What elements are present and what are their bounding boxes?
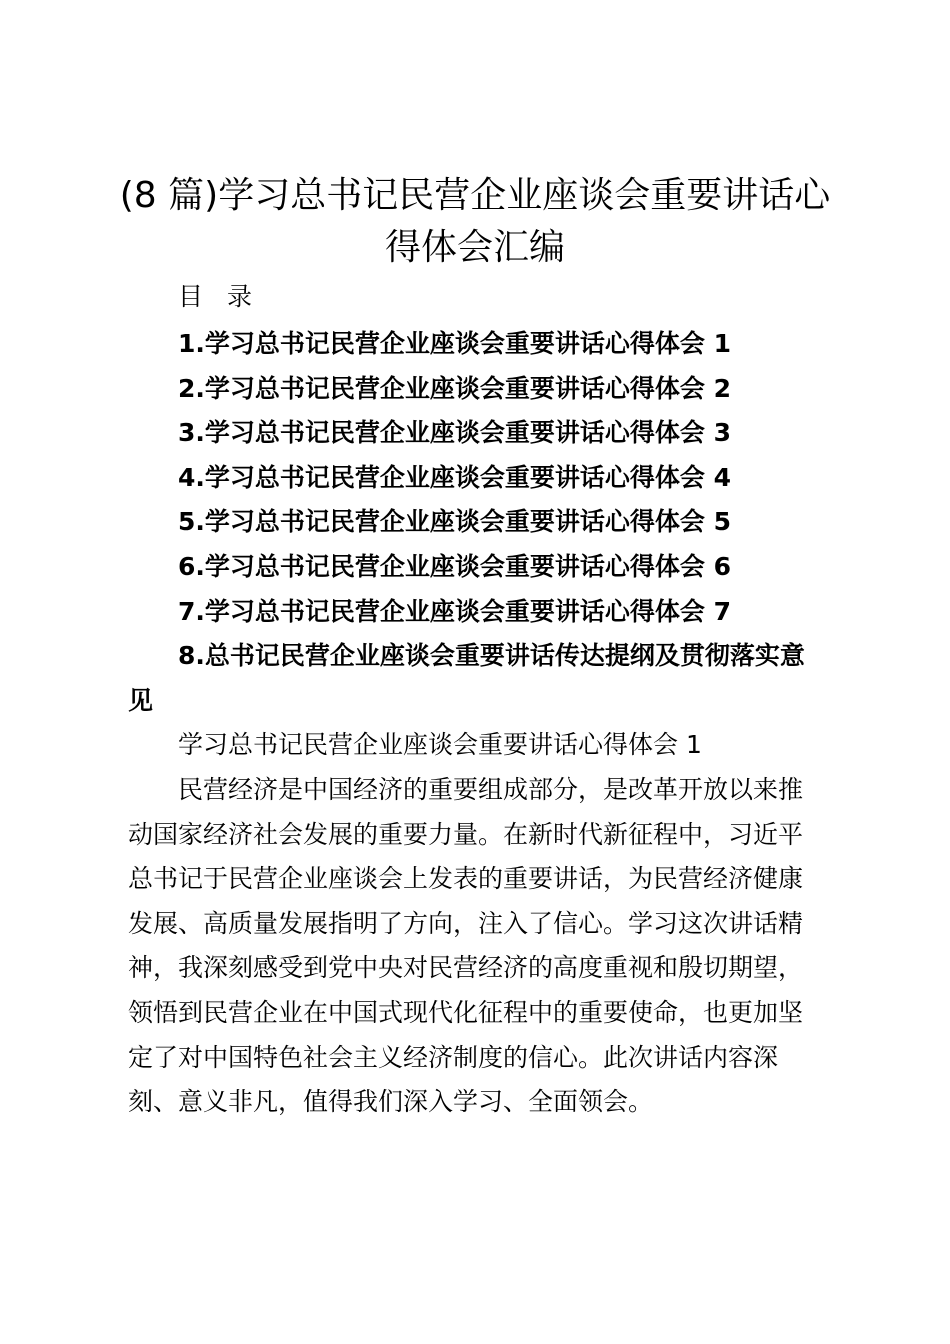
paragraph-line: 总书记于民营企业座谈会上发表的重要讲话，为民营经济健康 — [128, 864, 804, 894]
toc-heading: 目 录 — [178, 282, 260, 311]
toc-item: 8.总书记民营企业座谈会重要讲话传达提纲及贯彻落实意见 — [128, 641, 805, 715]
toc-item: 5.学习总书记民营企业座谈会重要讲话心得体会 5 — [178, 507, 731, 537]
section-title: 学习总书记民营企业座谈会重要讲话心得体会 1 — [178, 730, 702, 759]
body-paragraph — [128, 768, 824, 1125]
document-title — [100, 170, 850, 274]
paragraph-line: 动国家经济社会发展的重要力量。在新时代新征程中，习近平 — [128, 819, 804, 849]
toc-item: 6.学习总书记民营企业座谈会重要讲话心得体会 6 — [178, 551, 731, 581]
toc-item: 1.学习总书记民营企业座谈会重要讲话心得体会 1 — [178, 329, 731, 358]
document-title-line: 得体会汇编 — [384, 227, 565, 268]
table-of-contents — [128, 322, 828, 723]
toc-item: 3.学习总书记民营企业座谈会重要讲话心得体会 3 — [178, 418, 731, 448]
toc-item: 2.学习总书记民营企业座谈会重要讲话心得体会 2 — [178, 373, 731, 403]
document-title-line: (8 篇)学习总书记民营企业座谈会重要讲话心 — [119, 175, 831, 216]
toc-item: 4.学习总书记民营企业座谈会重要讲话心得体会 4 — [178, 462, 731, 492]
paragraph-line: 发展、高质量发展指明了方向，注入了信心。学习这次讲话精 — [128, 908, 804, 938]
paragraph-line: 领悟到民营企业在中国式现代化征程中的重要使命，也更加坚 — [128, 997, 804, 1027]
paragraph-line: 刻、意义非凡，值得我们深入学习、全面领会。 — [128, 1087, 654, 1117]
toc-item: 7.学习总书记民营企业座谈会重要讲话心得体会 7 — [178, 596, 731, 626]
paragraph-line: 民营经济是中国经济的重要组成部分，是改革开放以来推 — [178, 775, 804, 804]
paragraph-line: 定了对中国特色社会主义经济制度的信心。此次讲话内容深 — [128, 1042, 779, 1072]
paragraph-line: 神，我深刻感受到党中央对民营经济的高度重视和殷切期望， — [128, 953, 804, 983]
